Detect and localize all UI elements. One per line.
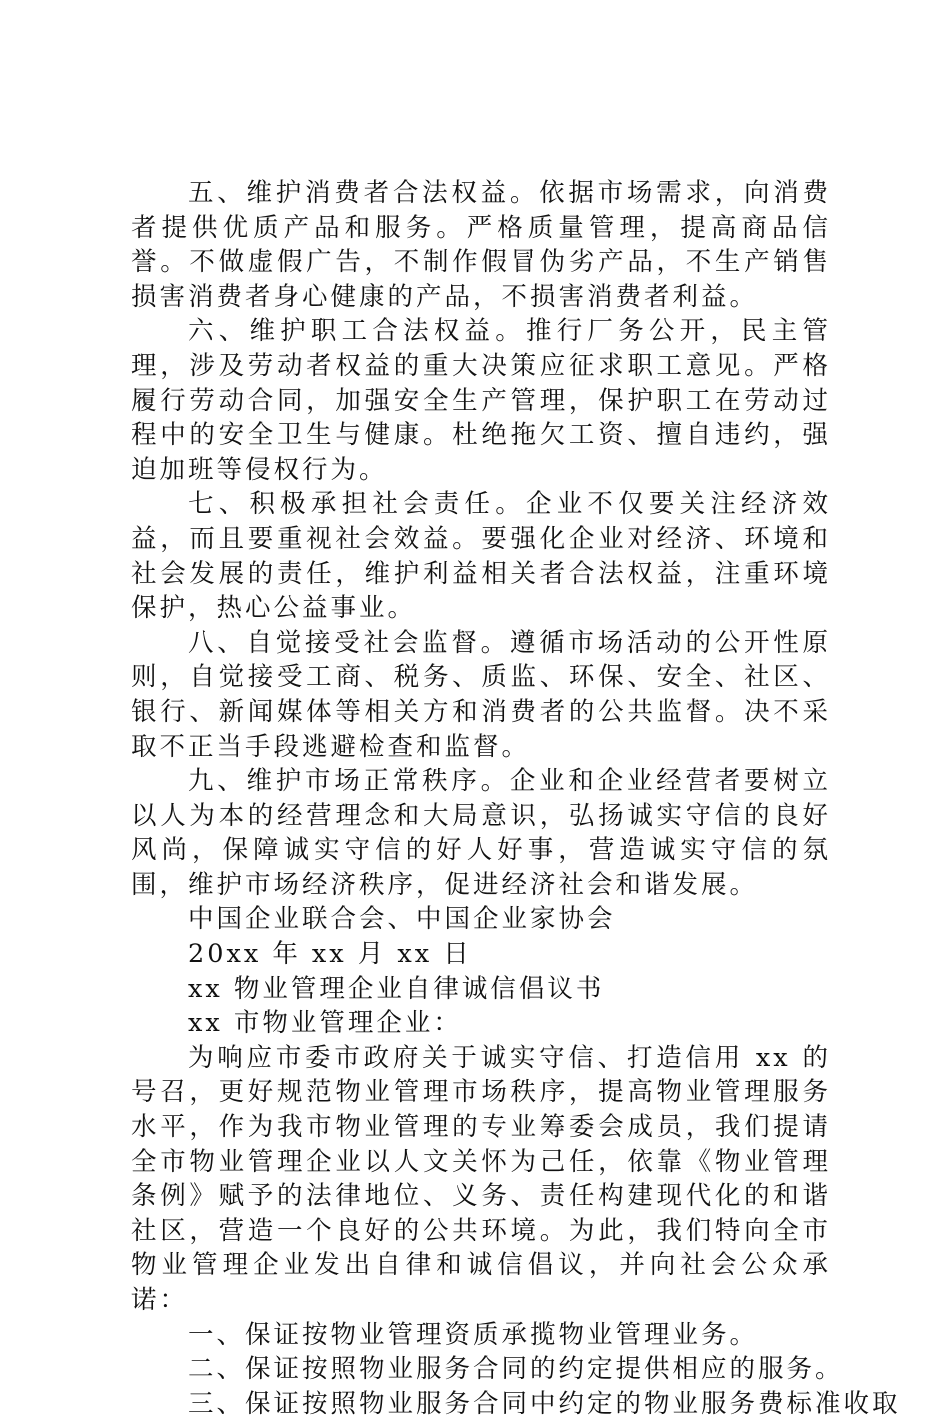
salutation: xx 市物业管理企业： — [188, 1008, 462, 1039]
body-paragraph: 为响应市委市政府关于诚实守信、打造信用 xx 的号召，更好规范物业管理市场秩序，提高物业管理服务水平，作为我市物业管理的专业筹委会成员，我们提请全市物业管理企业以人文关怀为己任，依靠《物业管理条例》赋予的法律地位、义务、责任构建现代化的和谐社区，营造一个良好的公共环境。为此，我们特向全市物业管理企业发出自律和诚信倡议，并向社会公众承诺： — [131, 1042, 831, 1315]
paragraph-six: 六、维护职工合法权益。推行厂务公开，民主管理，涉及劳动者权益的重大决策应征求职工意见。严格履行劳动合同，加强安全生产管理，保护职工在劳动过程中的安全卫生与健康。杜绝拖欠工资、擅自违约，强迫加班等侵权行为。 — [131, 316, 831, 485]
paragraph-five: 五、维护消费者合法权益。依据市场需求，向消费者提供优质产品和服务。严格质量管理，提高商品信誉。不做虚假广告，不制作假冒伪劣产品，不生产销售损害消费者身心健康的产品，不损害消费者利益。 — [131, 178, 831, 312]
commitment-item: 一、保证按物业管理资质承揽物业管理业务。 — [188, 1319, 759, 1350]
second-document-title: xx 物业管理企业自律诚信倡议书 — [188, 973, 605, 1004]
paragraph-eight: 八、自觉接受社会监督。遵循市场活动的公开性原则，自觉接受工商、税务、质监、环保、安全、社区、银行、新闻媒体等相关方和消费者的公共监督。决不采取不正当手段逃避检查和监督。 — [131, 627, 831, 762]
signature-date: 20xx 年 xx 月 xx 日 — [188, 939, 472, 970]
paragraph-nine: 九、维护市场正常秩序。企业和企业经营者要树立以人为本的经营理念和大局意识，弘扬诚实守信的良好风尚，保障诚实守信的好人好事，营造诚实守信的氛围，维护市场经济秩序，促进经济社会和谐发展。 — [131, 766, 831, 900]
signature-organization: 中国企业联合会、中国企业家协会 — [188, 904, 616, 935]
commitment-item: 二、保证按照物业服务合同的约定提供相应的服务。 — [188, 1354, 844, 1385]
document-body — [131, 176, 901, 1421]
paragraph-seven: 七、积极承担社会责任。企业不仅要关注经济效益，而且要重视社会效益。要强化企业对经济、环境和社会发展的责任，维护利益相关者合法权益，注重环境保护，热心公益事业。 — [131, 489, 831, 624]
commitment-item: 三、保证按照物业服务合同中约定的物业服务费标准收取 — [188, 1388, 901, 1419]
